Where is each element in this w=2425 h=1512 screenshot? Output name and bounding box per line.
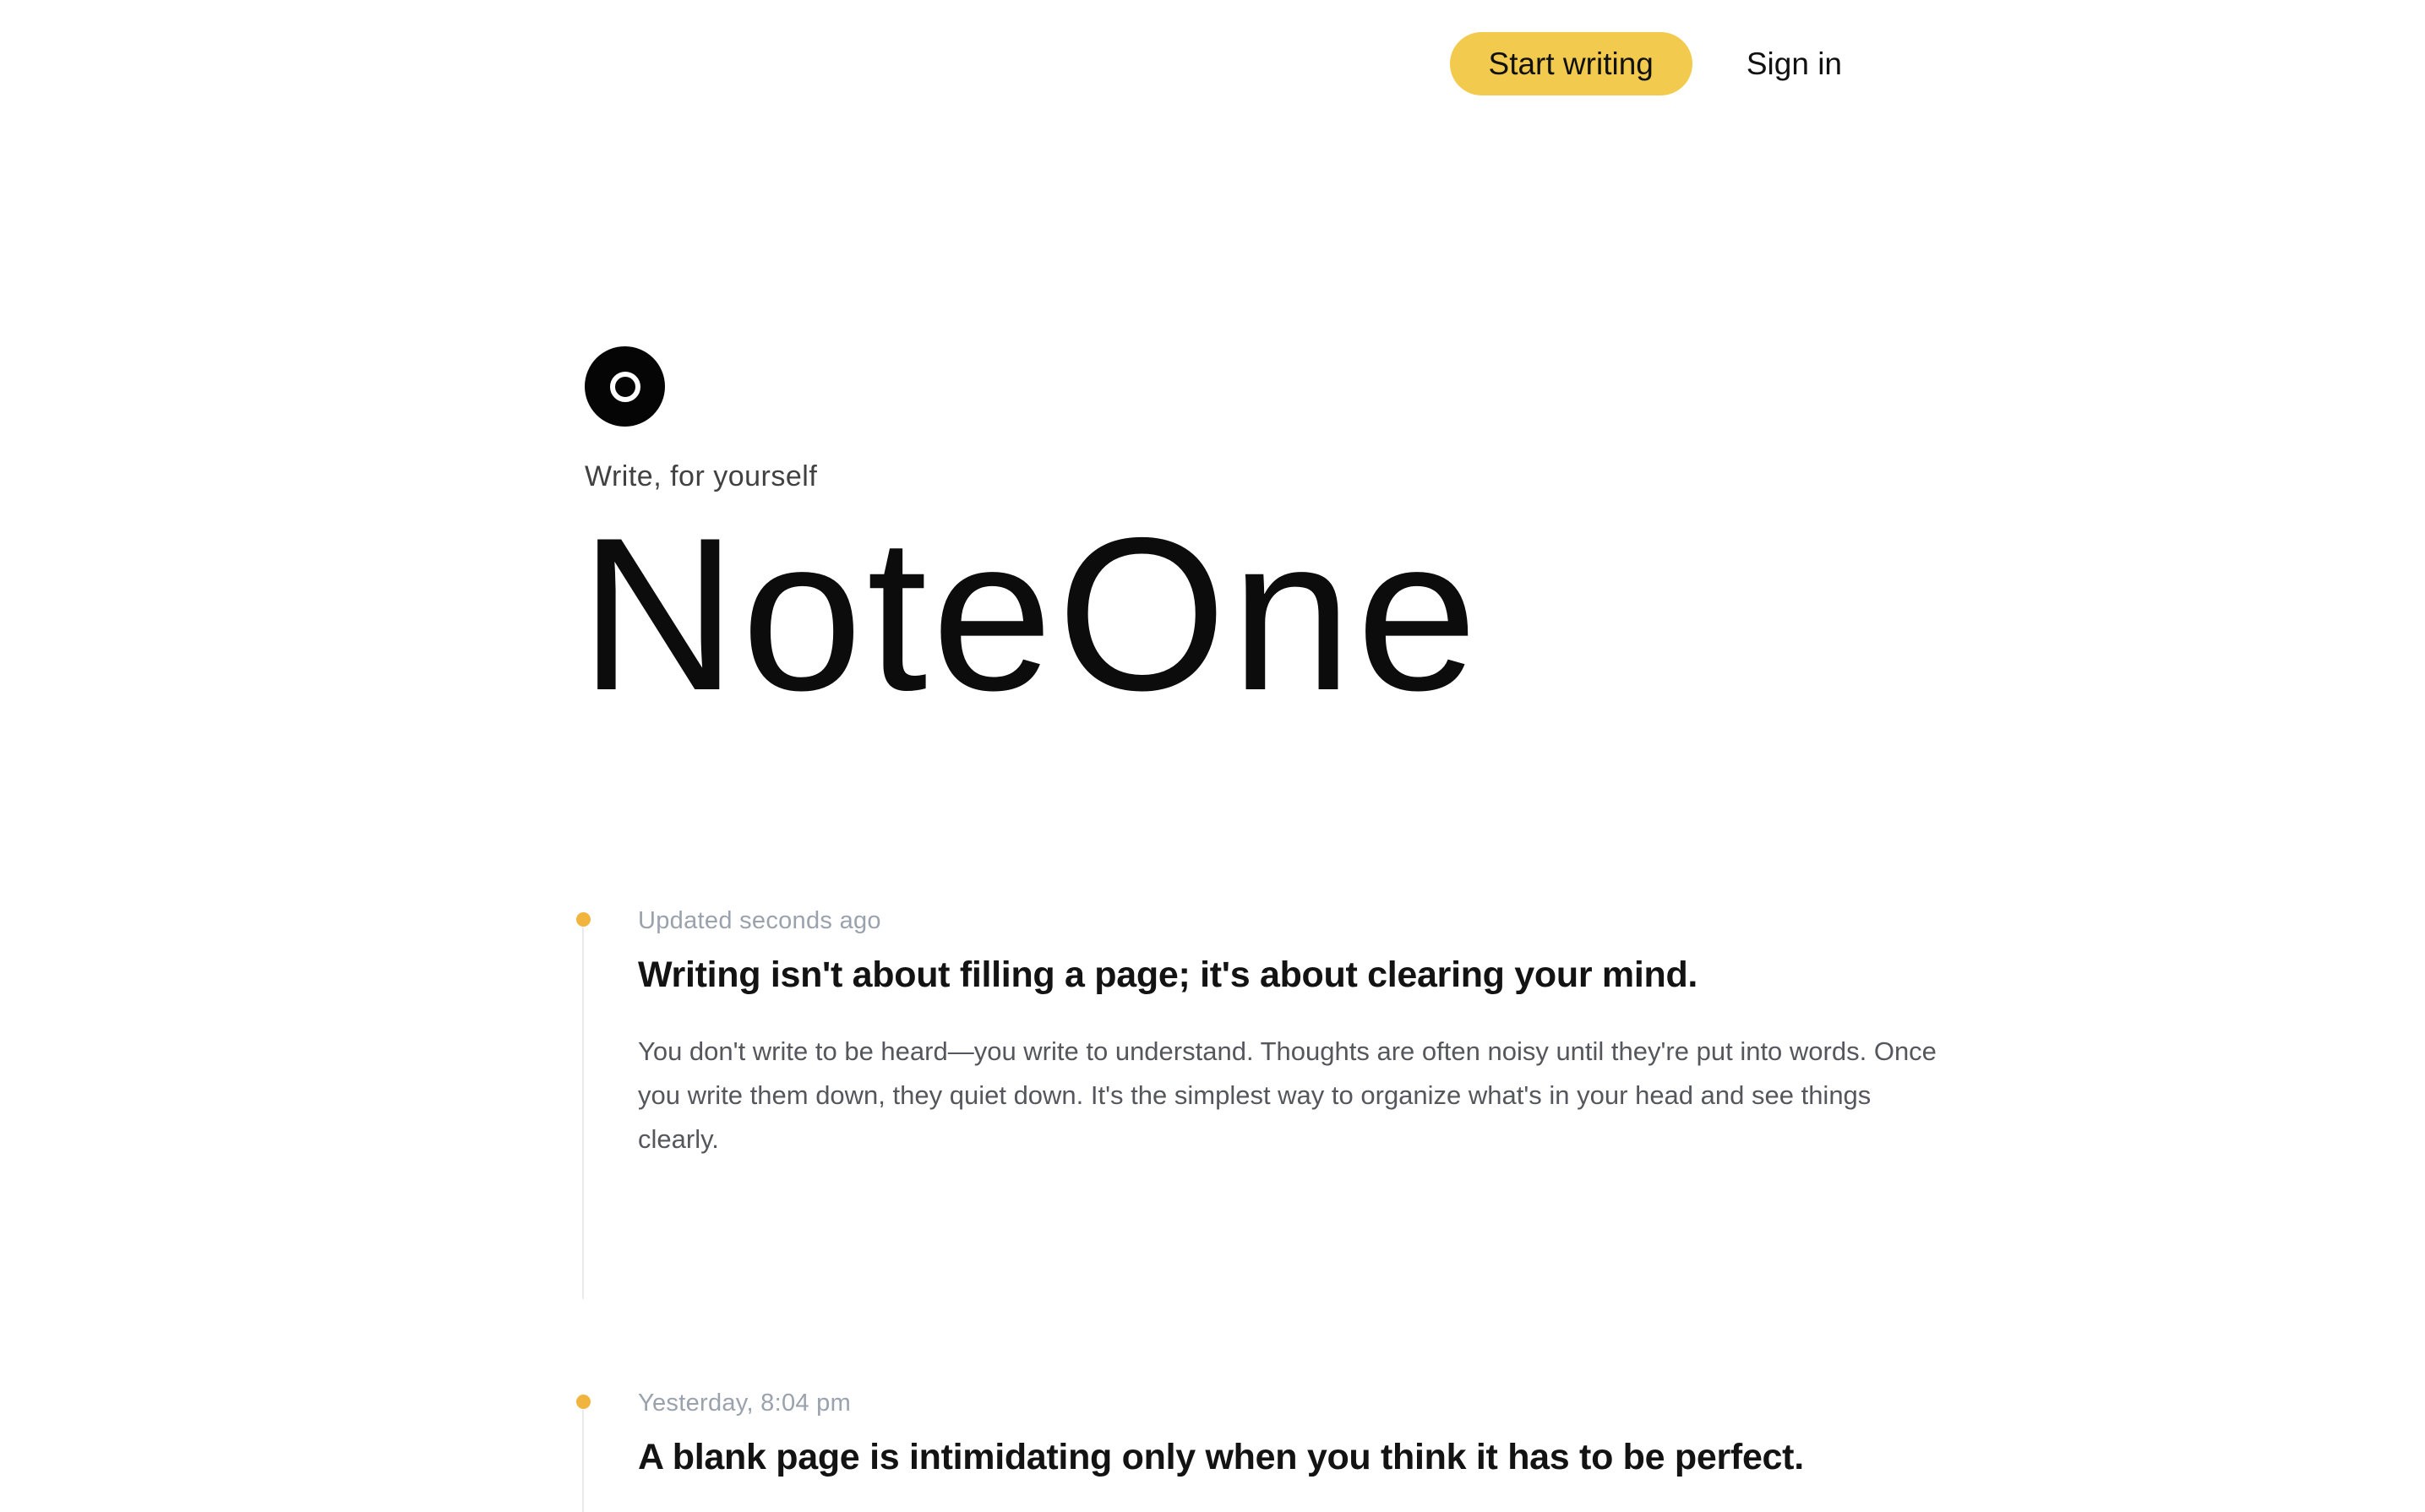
note-title: A blank page is intimidating only when you think it has to be perfect. — [638, 1437, 1804, 1477]
note-timestamp: Yesterday, 8:04 pm — [638, 1390, 852, 1417]
sign-in-link[interactable]: Sign in — [1746, 46, 1842, 81]
top-navigation — [1450, 32, 1842, 95]
timeline-line — [582, 1410, 584, 1512]
note-entry[interactable] — [576, 906, 2013, 1161]
app-name-heading: NoteOne — [580, 492, 1482, 736]
app-logo-icon — [585, 346, 665, 427]
note-title: Writing isn't about filling a page; it's about clearing your mind. — [638, 955, 1698, 995]
tagline: Write, for yourself — [585, 460, 818, 492]
timeline-dot-icon — [576, 912, 591, 927]
note-entry-content — [638, 1388, 2013, 1485]
timeline-dot-icon — [576, 1395, 591, 1409]
note-body: You don't write to be heard—you write to understand. Thoughts are often noisy until they're put into words. Once you write them down, they quiet down. It's the simplest way to organize what's in your head and see things clearly. — [638, 1036, 1937, 1154]
timeline-line — [582, 927, 584, 1299]
hero-section — [580, 346, 1482, 736]
note-timestamp: Updated seconds ago — [638, 907, 881, 934]
note-entry[interactable] — [576, 1388, 2013, 1485]
ring-icon — [610, 372, 640, 402]
note-entry-content — [638, 906, 2013, 1161]
start-writing-button[interactable]: Start writing — [1450, 32, 1692, 95]
